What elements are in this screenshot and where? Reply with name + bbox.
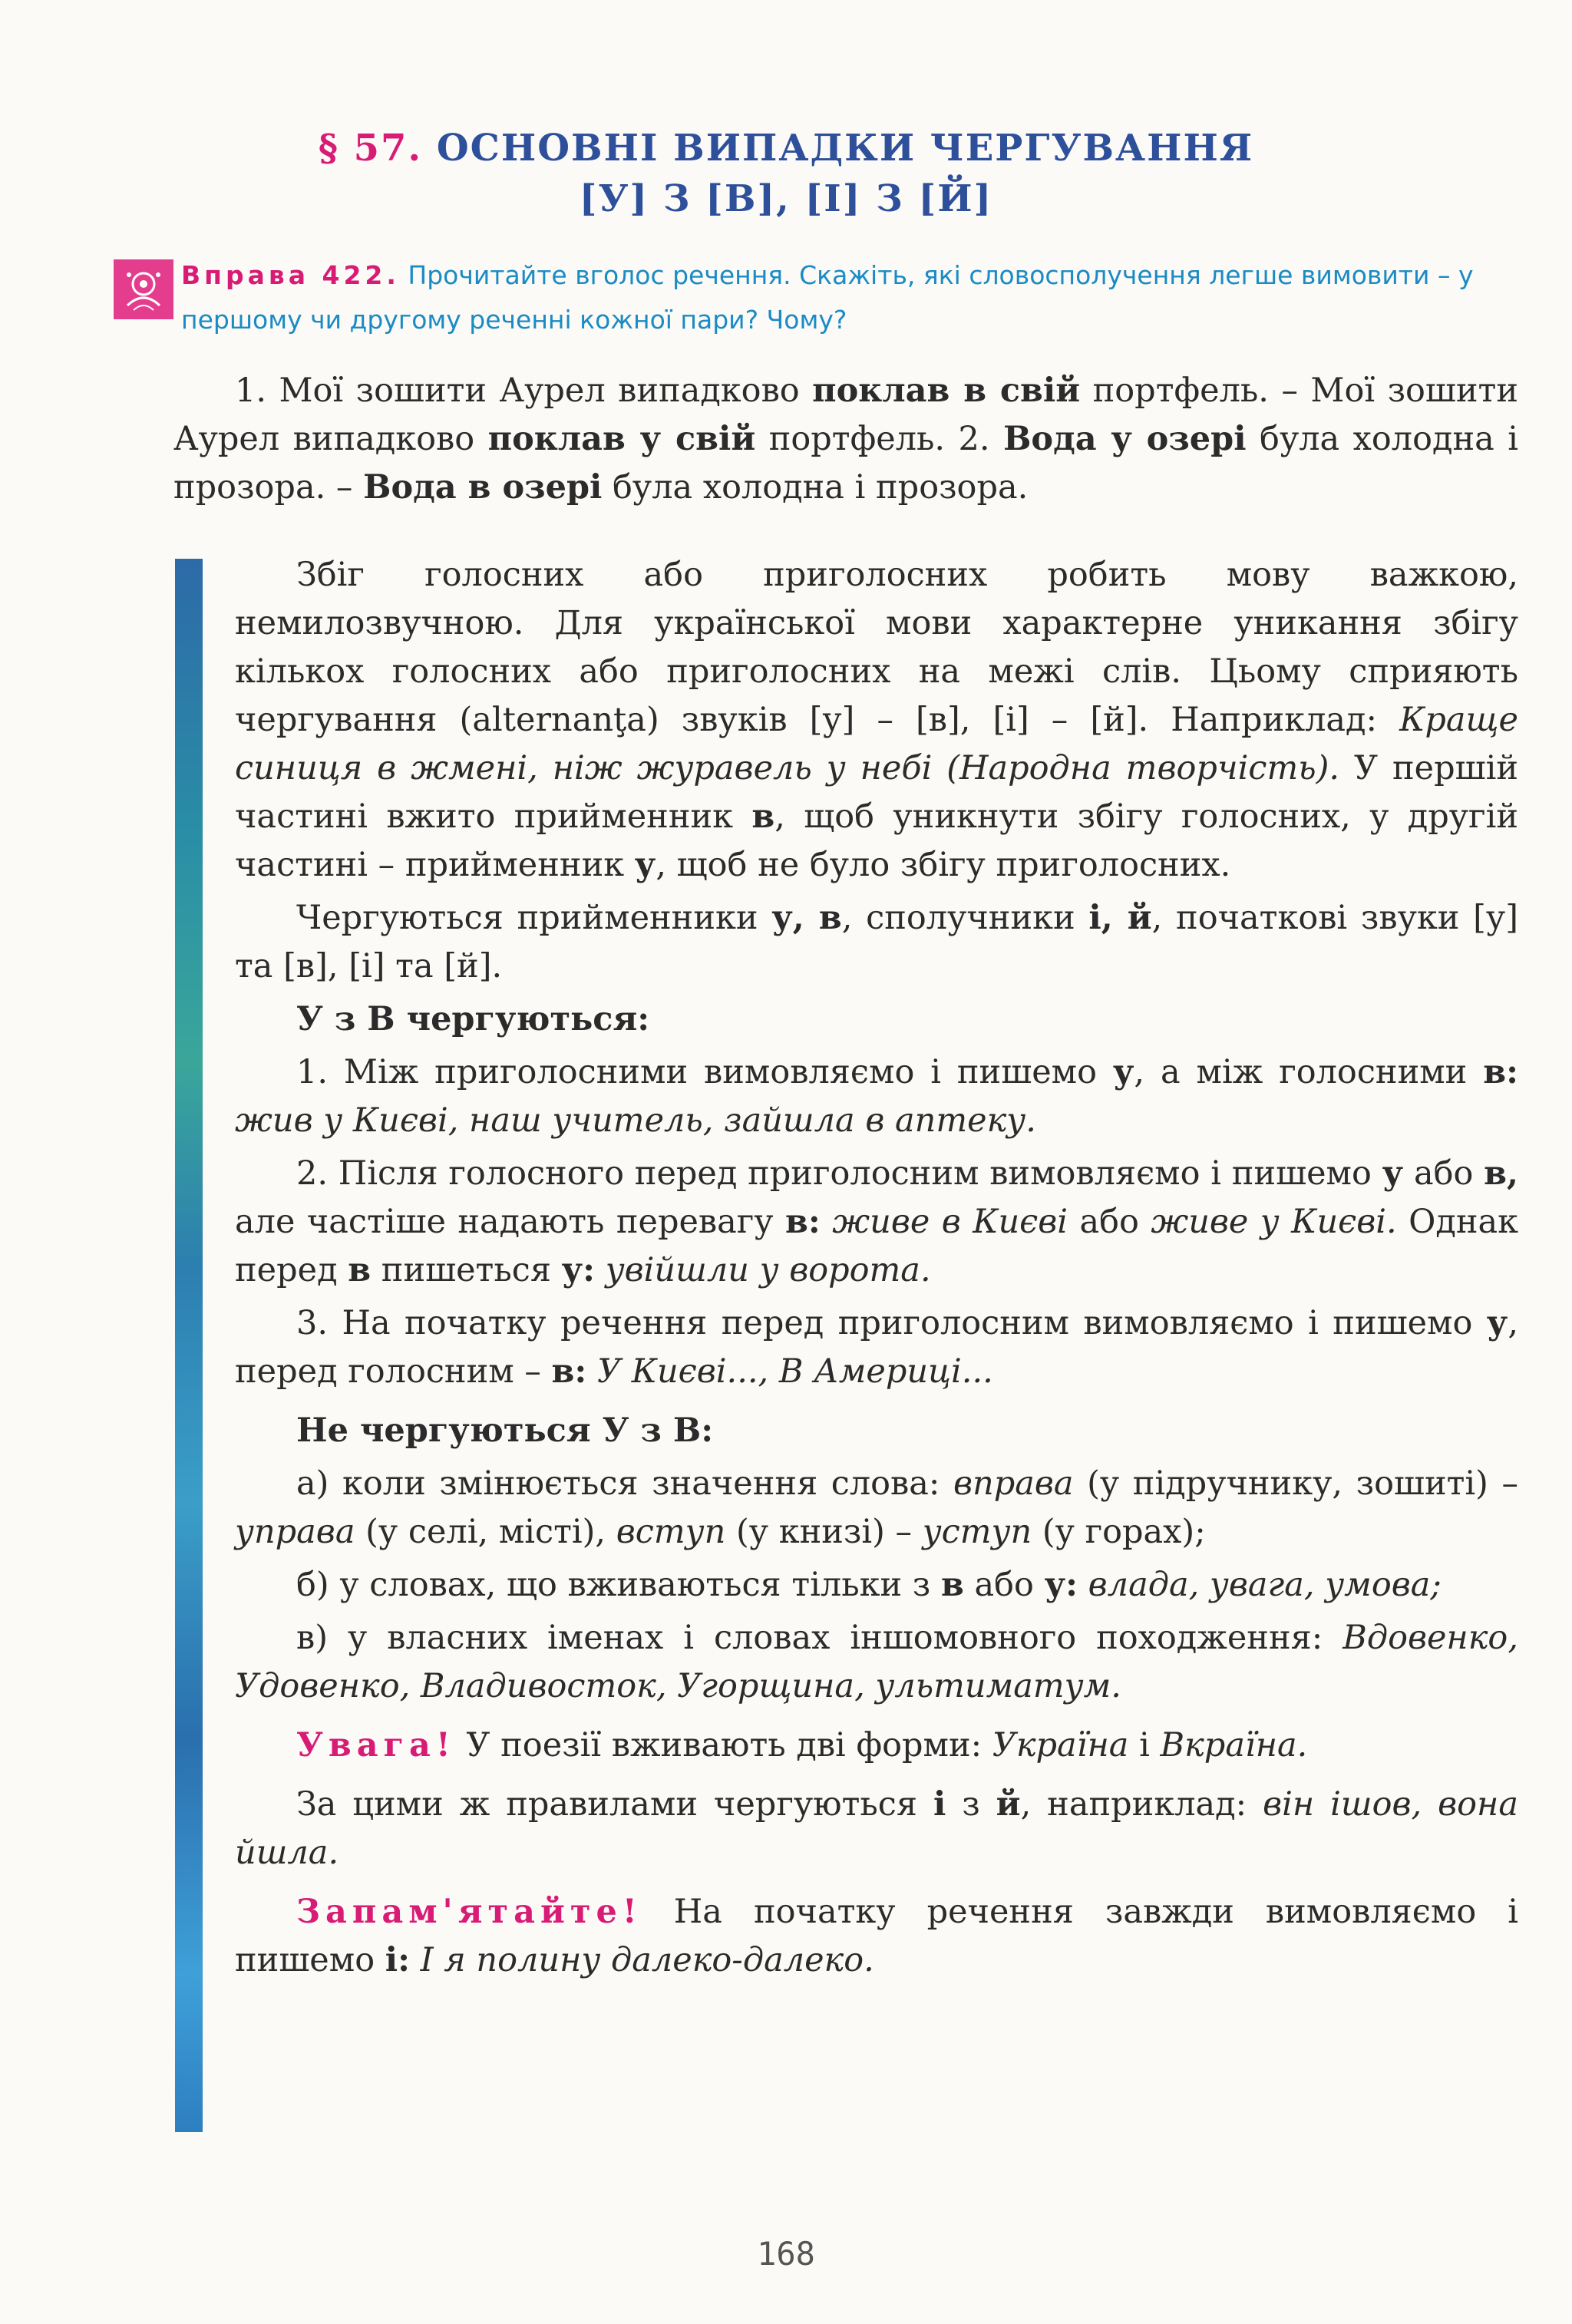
- term-bold: у:: [1044, 1566, 1078, 1604]
- exercise-task: Прочитайте вголос речення. Скажіть, які словосполучення легше вимовити – у першому чи другому реченні кожної пари? Чому?: [181, 260, 1474, 335]
- exception-b: [235, 1561, 1518, 1609]
- exception-a: [235, 1460, 1518, 1556]
- example-italic: вступ: [616, 1513, 726, 1551]
- text: 2. Після голосного перед приголосним вимовляємо і пишемо: [296, 1154, 1382, 1193]
- text: [1078, 1566, 1088, 1604]
- sentence-bold: Вода у озері: [1003, 420, 1247, 458]
- term-bold: у: [1112, 1053, 1134, 1091]
- term-bold: в,: [1484, 1154, 1519, 1193]
- text: з: [946, 1785, 996, 1824]
- text: але частіше надають перевагу: [235, 1203, 786, 1241]
- term-bold: і: [933, 1785, 946, 1824]
- text: [821, 1203, 832, 1241]
- rule-1: [235, 1048, 1518, 1145]
- text: (у підручнику, зошиті) –: [1073, 1464, 1518, 1503]
- theory-paragraph: [235, 894, 1518, 991]
- text: або: [1068, 1203, 1151, 1241]
- text: б) у словах, що вживаються тільки з: [296, 1566, 941, 1604]
- example-italic: Вкраїна.: [1160, 1726, 1308, 1764]
- text: 3. На початку речення перед приголосним вимовляємо і пишемо: [296, 1304, 1487, 1342]
- title-text-1: ОСНОВНІ ВИПАДКИ ЧЕРГУВАННЯ: [436, 127, 1254, 170]
- text: 1. Між приголосними вимовляємо і пишемо: [296, 1053, 1113, 1091]
- sentence-text: була холодна і прозора.: [602, 468, 1029, 507]
- text: , наприклад:: [1020, 1785, 1263, 1824]
- heading-bold: У з В чергуються:: [296, 1000, 650, 1038]
- sentence-text: 1. Мої зошити Аурел випадково: [235, 371, 813, 410]
- sentence-text: портфель. – Мої зошити Аурел випадково: [173, 371, 1518, 458]
- title-line-1: [0, 123, 1572, 173]
- exercise-text: [181, 253, 1518, 342]
- sentence-text: була холодна і прозора. –: [173, 420, 1519, 507]
- theory-paragraph: [235, 551, 1518, 890]
- text: , щоб не було збігу приголосних.: [656, 846, 1231, 884]
- term-bold: в:: [551, 1352, 587, 1391]
- text: На початку речення завжди вимовляємо і пишемо: [235, 1893, 1518, 1979]
- text: а) коли змінюється значення слова:: [296, 1464, 953, 1503]
- text: Збіг голосних або приголосних робить мову важкою, немилозвучною. Для української мови характерне уникання збігу кількох голосних або приголосних на межі слів. Цьому сприяють чергування (alternanţa) звуків [у] – [в], [і] – [й]. Наприклад:: [235, 556, 1518, 739]
- term-bold: у: [634, 846, 656, 884]
- text: , щоб уникнути збігу голосних, у другій частині – прийменник: [235, 797, 1518, 884]
- text: або: [1403, 1154, 1484, 1193]
- text: Чергуються прийменники: [296, 899, 772, 937]
- section-number: § 57.: [318, 127, 423, 170]
- term-bold: і, й: [1088, 899, 1152, 937]
- text: або: [963, 1566, 1045, 1604]
- term-bold: в: [348, 1251, 372, 1289]
- attention-note: [235, 1722, 1518, 1770]
- text: У поезії вживають дві форми:: [455, 1726, 992, 1764]
- term-bold: у: [1486, 1304, 1508, 1342]
- text: пишеться: [371, 1251, 562, 1289]
- term-bold: й: [996, 1785, 1021, 1824]
- theory-stripe: [175, 559, 203, 2132]
- text: За цими ж правилами чергуються: [296, 1785, 933, 1824]
- text: , а між голосними: [1134, 1053, 1484, 1091]
- ornament-icon: [114, 259, 173, 319]
- example-italic: Україна: [992, 1726, 1129, 1764]
- sentence-bold: Вода в озері: [363, 468, 603, 507]
- text: (у селі, місті),: [355, 1513, 616, 1551]
- remember-note: [235, 1888, 1518, 1985]
- text: У першій частині вжито прийменник: [235, 749, 1519, 836]
- theory-block: [235, 551, 1518, 1989]
- example-italic: влада, увага, умова;: [1088, 1566, 1442, 1604]
- example-italic: І я полину далеко-далеко.: [420, 1941, 874, 1979]
- text: [595, 1251, 606, 1289]
- term-bold: у: [1382, 1154, 1404, 1193]
- rule-2: [235, 1150, 1518, 1295]
- example-italic: вправа: [953, 1464, 1074, 1503]
- exercise-label: Вправа 422.: [181, 260, 400, 290]
- remember-label: Запам'ятайте!: [296, 1893, 642, 1931]
- term-bold: і:: [385, 1941, 410, 1979]
- text: , початкові звуки [у] та [в], [і] та [й].: [235, 899, 1519, 985]
- example-italic: увійшли у ворота.: [605, 1251, 931, 1289]
- sentence-text: портфель. 2.: [755, 420, 1004, 458]
- term-bold: у:: [561, 1251, 596, 1289]
- text: (у горах);: [1032, 1513, 1206, 1551]
- text: і: [1128, 1726, 1161, 1764]
- exercise-header: [114, 253, 1518, 342]
- example-italic: жив у Києві, наш учитель, зайшла в аптеку.: [235, 1101, 1036, 1140]
- term-bold: у, в: [771, 899, 842, 937]
- exception-heading: [235, 1407, 1518, 1455]
- example-italic: живе у Києві.: [1151, 1203, 1397, 1241]
- text: в) у власних іменах і словах іншомовного походження:: [296, 1619, 1343, 1657]
- i-y-rule: [235, 1781, 1518, 1877]
- text: (у книзі) –: [725, 1513, 923, 1551]
- rule-3: [235, 1299, 1518, 1396]
- section-title: [0, 123, 1572, 224]
- text: [586, 1352, 597, 1391]
- rule-heading: [235, 995, 1518, 1044]
- term-bold: в:: [785, 1203, 821, 1241]
- title-line-2: [У] З [В], [І] З [Й]: [579, 177, 993, 220]
- term-bold: в:: [1483, 1053, 1519, 1091]
- sentence-bold: поклав у свій: [487, 420, 756, 458]
- text: [410, 1941, 421, 1979]
- page-number: 168: [757, 2235, 815, 2273]
- text: Однак перед: [235, 1203, 1519, 1289]
- example-italic: У Києві..., В Америці...: [596, 1352, 993, 1391]
- term-bold: в: [751, 797, 775, 836]
- example-italic: Вдовенко, Удовенко, Владивосток, Угорщина, ультиматум.: [235, 1619, 1518, 1705]
- example-italic: живе в Києві: [832, 1203, 1068, 1241]
- attention-label: Увага!: [296, 1726, 456, 1764]
- exercise-sentences: [173, 367, 1518, 512]
- example-italic: він ішов, вона йшла.: [235, 1785, 1519, 1872]
- example-italic: уступ: [922, 1513, 1032, 1551]
- exception-c: [235, 1614, 1518, 1711]
- text: , сполучники: [841, 899, 1089, 937]
- heading-bold: Не чергуються У з В:: [296, 1411, 714, 1450]
- sentence-bold: поклав в свій: [812, 371, 1081, 410]
- example-italic: Краще синиця в жмені, ніж журавель у небі (Народна творчість).: [235, 701, 1518, 787]
- example-italic: управа: [235, 1513, 355, 1551]
- text: , перед голосним –: [235, 1304, 1518, 1391]
- term-bold: в: [940, 1566, 964, 1604]
